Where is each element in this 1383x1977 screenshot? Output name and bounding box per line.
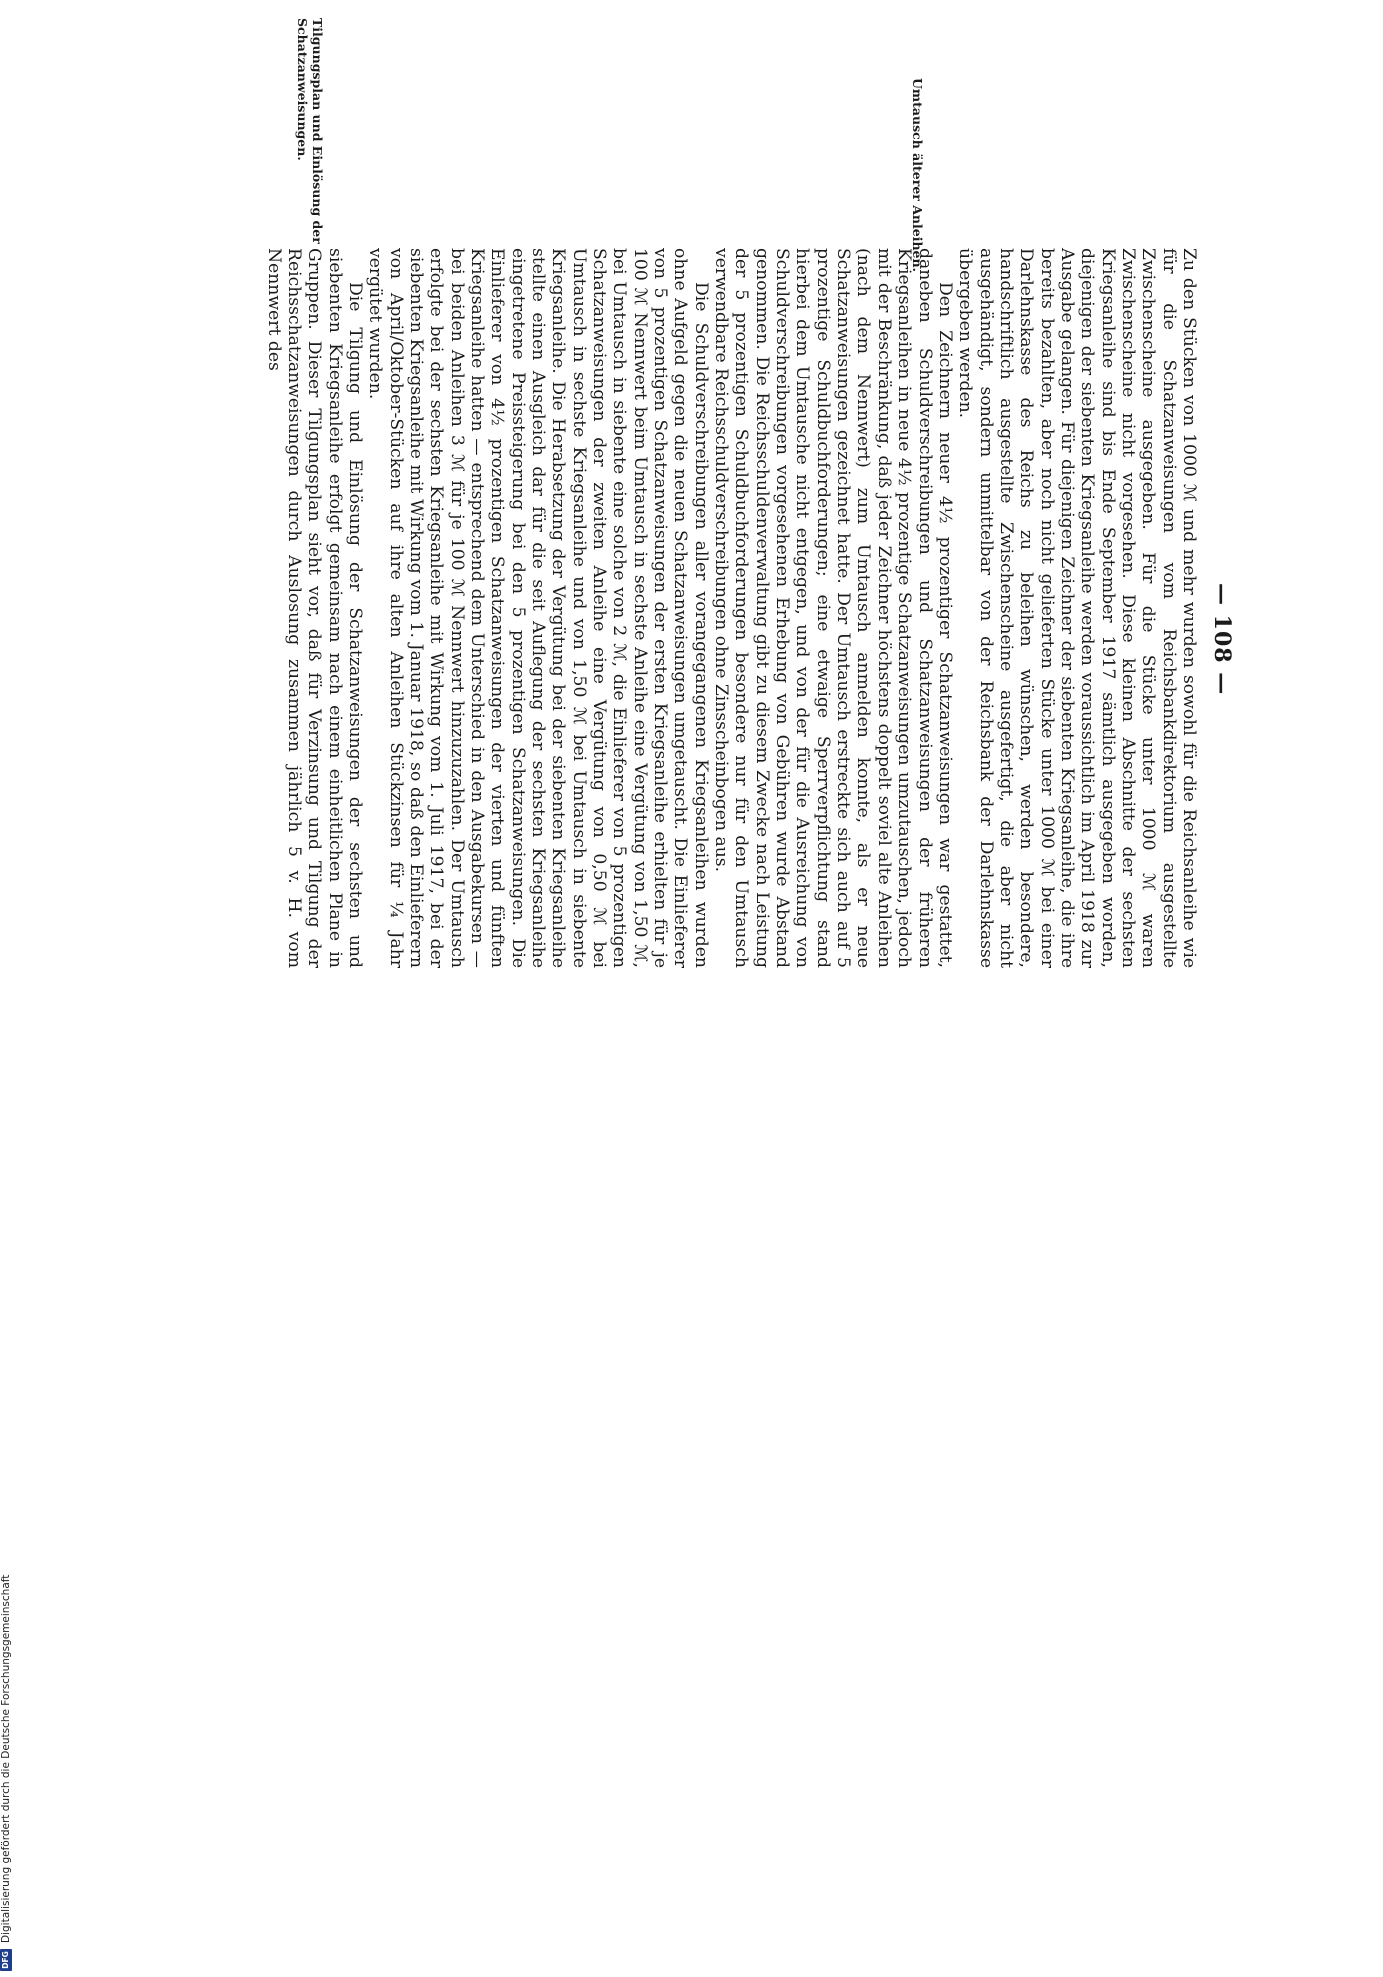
rotated-page-content [115, 18, 1235, 978]
margin-note-umtausch: Umtausch älterer Anleihen. [910, 78, 925, 272]
paragraph-vergütung: Die Schuldverschreibungen aller vorangegangenen Kriegsanleihen wurden ohne Aufgeld gegen die neuen Schatzanweisungen umgetauscht. Die Einlieferer von 5 prozentigen Schatzanweisungen der ersten Kriegsanleihe erhielten für je 100 ℳ Nennwert beim Umtausch in sechste Anleihe eine Vergütung von 1,50 ℳ, bei Umtausch in siebente eine solche von 2 ℳ, die Einlieferer von 5 prozentigen Schatzanweisungen der zweiten Anleihe eine Vergütung von 0,50 ℳ bei Umtausch in sechste Kriegsanleihe und von 1,50 ℳ bei Umtausch in siebente Kriegsanleihe. Die Herabsetzung der Vergütung bei der siebenten Kriegsanleihe stellte einen Ausgleich dar für die seit Auflegung der sechsten Kriegsanleihe eingetretene Preissteigerung bei den 5 prozentigen Schatzanweisungen. Die Einlieferer von 4½ prozentigen Schatzanweisungen der vierten und fünften Kriegsanleihe hatten — entsprechend dem Unterschied in den Ausgabekursen — bei beiden Anleihen 3 ℳ für je 100 ℳ Nennwert hinzuzuzahlen. Der Umtausch erfolgte bei der sechsten Kriegsanleihe mit Wirkung vom 1. Juli 1917, bei der siebenten Kriegsanleihe mit Wirkung vom 1. Januar 1918, so daß den Einlieferern von April/Oktober-Stücken auf ihre alten Anleihen Stückzinsen für ¼ Jahr vergütet wurden. [365, 248, 711, 968]
page-number: — 108 — [1209, 583, 1235, 696]
dfg-logo: DFG [0, 1949, 12, 1971]
paragraph-umtausch: Den Zeichnern neuer 4½ prozentiger Schatzanweisungen war gestattet, daneben Schuldverschreibungen und Schatzanweisungen der früheren Kriegsanleihen in neue 4½ prozentige Schatzanweisungen umzutauschen, jedoch mit der Beschränkung, daß jeder Zeichner höchstens doppelt soviel alte Anleihen (nach dem Nennwert) zum Umtausch anmelden konnte, als er neue Schatzanweisungen gezeichnet hatte. Der Umtausch erstreckte sich auch auf 5 prozentige Schuldbuchforderungen; eine etwaige Sperrverpflichtung stand hierbei dem Umtausche nicht entgegen, und von der für die Ausreichung von Schuldverschreibungen vorgesehenen Erhebung von Gebühren wurde Abstand genommen. Die Reichsschuldenverwaltung gibt zu diesem Zwecke nach Leistung der 5 prozentigen Schuldbuchforderungen besondere nur für den Umtausch verwendbare Reichsschuldverschreibungen ohne Zinsscheinbogen aus. [711, 248, 955, 968]
margin-note-tilgung: Tilgungsplan und Einlösung der Schatzanweisungen. [295, 18, 325, 244]
paragraph-tilgung: Die Tilgung und Einlösung der Schatzanweisungen der sechsten und siebenten Kriegsanleihe erfolgt gemeinsam nach einem einheitlichen Plane in Gruppen. Dieser Tilgungsplan sieht vor, daß für Verzinsung und Tilgung der Reichsschatzanweisungen durch Auslosung zusammen jährlich 5 v. H. vom Nennwert des [263, 248, 365, 968]
digitization-footer [0, 977, 20, 1977]
body-text [263, 248, 1199, 968]
footer-credit: Digitalisierung gefördert durch die Deutsche Forschungsgemeinschaft [0, 1574, 12, 1943]
paragraph-zwischenscheine: Zu den Stücken von 1000 ℳ und mehr wurden sowohl für die Reichsanleihe wie für die Schatzanweisungen vom Reichsbankdirektorium ausgestellte Zwischenscheine ausgegeben. Für die Stücke unter 1000 ℳ waren Zwischenscheine nicht vorgesehen. Diese kleinen Abschnitte der sechsten Kriegsanleihe sind bis Ende September 1917 sämtlich ausgegeben worden, diejenigen der siebenten Kriegsanleihe werden voraussichtlich im April 1918 zur Ausgabe gelangen. Für diejenigen Zeichner der siebenten Kriegsanleihe, die ihre bereits bezahlten, aber noch nicht gelieferten Stücke unter 1000 ℳ bei einer Darlehnskasse des Reichs zu beleihen wünschen, werden besondere, handschriftlich ausgestellte Zwischenscheine ausgefertigt, die aber nicht ausgehändigt, sondern unmittelbar von der Reichsbank der Darlehnskasse übergeben werden. [955, 248, 1199, 968]
